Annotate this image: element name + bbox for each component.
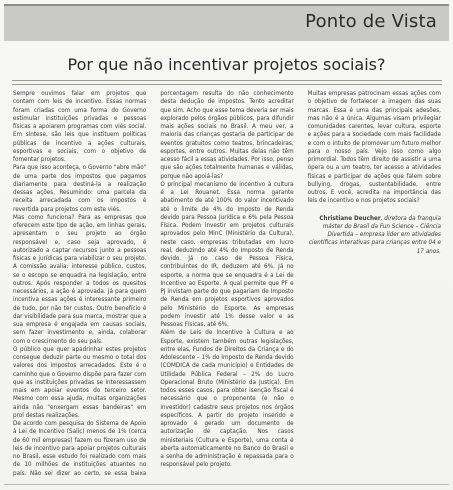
article-paragraph: De acordo com pesquisa do Sistema de Apoio à Lei de Incentivo (Salic) menos de 1% (cerca de 60 mil empresas) fazem ou fizeram uso de leis de incentivo para apoiar projetos culturais no Brasil, esse estudo foi realizado com mais de 10 milhões de instituições atuantes no país. Não sei dizer ao certo, se essa baixa porcentagem resulta do não conhecimento desta dedução de impostos. Tento acreditar que sim. Acho que esse tema deveria ser mais explorado pelos órgãos públicos, para difundir mais ações sociais no Brasil. A meu ver, a maioria das crianças gostaria de participar de eventos gratuitos como teatros, brincadeiras, esportes, entre outros. Muitas delas não têm acesso fácil a essas atividades. Por isso, penso que são ações totalmente humanas e válidas, porque não apoiá-las? — [13, 90, 294, 477]
article-paragraph: O público que quer apadrinhar estes projetos consegue deduzir parte ou mesmo o total dos valores dos impostos arrecadados. Este é o caminho que o Governo dispõe para fazer com que as instituições privadas se interessassem mais em apoiar eventos do terceiro setor. Mesmo com essa ajuda, muitas organizações ainda não "enxergam essas bandeiras" em prol destas realizações. — [13, 345, 147, 419]
headline-rule-bottom — [12, 84, 442, 85]
author-name: Christiane Deucher — [319, 214, 381, 222]
header-top-rule — [4, 4, 449, 6]
article-paragraph: Mas como funciona? Para as empresas que oferecem este tipo de ação, em linhas gerais, apresentam o seu projeto ao órgão responsável e, caso seja aprovado, é autorizado a captar recursos junto a pessoas físicas e jurídicas para viabilizar o seu projeto. A comissão avalia: interesse público, custos, se o escopo se enquadra na legislação, entre outros. Após responder a todos os quesitos necessários, a ação é aprovada. Já para quem incentiva essas ações é interessante primeiro de tudo, por não ter custos. Outro benefício é dar visibilidade para sua marca, mostrar que a sua empresa é engajada em causas sociais, sem fazer investimento e, ainda, colaborar com o crescimento do seu país. — [13, 213, 147, 345]
section-title: Ponto de Vista — [305, 11, 437, 32]
article-paragraph: Muitas empresas patrocinam essas ações com o objetivo de fortalecer a imagem das suas marcas. Essa é uma das principais adesões, mas não é a única. Algumas visam privilegiar comunidades carentes, levar cultura, esporte e ações para a sociedade com mais facilidade e com o intuito de promover um futuro melhor para o nosso país. Vejo isso como algo primordial. Todos têm direito de assistir a uma ópera ou a um teatro, ter acesso a atividades físicas e participar de ações que falem sobre bullying, drogas, sustentabilidade, entre outros. E você, acredita na importância das leis de incentivo e nos projetos sociais? — [307, 90, 441, 205]
headline-rule-top — [12, 80, 442, 81]
author-bio: , diretora da franquia máster do Brasil da Fun Science – Ciência Divertida – empresa líder em atividades científicas interativas para crianças entre 04 e 17 anos. — [308, 214, 441, 255]
article-paragraph: Sempre ouvimos falar em projetos que contam com leis de incentivo. Essas normas foram criadas com uma forma do Governo estimular instituições privadas e pessoas físicas a apoiarem programas com viés social. Em síntese, são leis que instituem políticas públicas de incentivo a ações culturais, esportivas e sociais, com o objetivo de fomentar projetos. — [13, 90, 147, 163]
article-headline: Por que não incentivar projetos sociais? — [67, 55, 386, 74]
page-bottom-rule — [4, 484, 449, 485]
article-paragraph: Além de Leis de Incentivo à Cultura e ao Esporte, existem também outras legislações, entre elas, Fundos de Direitos da Criança e do Adolescente – 1% do Imposto de Renda devido (COMDICA de cada município) e Entidades de Utilidade Pública Federal – 2% do Lucro Operacional Bruto (Ministério da Justiça). Em todos esses casos, para obter isenção fiscal é necessário que o proponente (e não o investidor) cadastre seus projetos nos órgãos específicos. A partir do projeto inserido e aprovado é gerado um documento de autorização de captação. Nos casos ministeriais (Cultura e Esporte), uma conta é aberta automaticamente no Banco do Brasil e a senha de administração é repassada para o responsável pelo projeto. — [160, 329, 294, 469]
article-body — [13, 90, 441, 482]
article-paragraph: O principal mecanismo de incentivo à cultura é a Lei Rouanet. Essa norma garante abatimento de até 100% do valor incentivado até o limite de 4% do Imposto de Renda devido para Pessoa Jurídica e 6% pela Pessoa Física. Podem investir em projetos culturais aprovados pelo MinC (Ministério da Cultura), neste caso, empresas tributadas em lucro real, deduzindo até 4% do Imposto de Renda devido. Já no caso de Pessoa Física, contribuintes do IR, deduzem até 6%. Já no esporte, a norma que se enquadra é a Lei de Incentivo ao Esporte. A qual permite que PF e PJ invistam parte do que pagariam de Imposto de Renda em projetos esportivos aprovados pelo Ministério do Esporte. As empresas podem investir até 1% desse valor e as Pessoas Físicas, até 6%. — [160, 180, 294, 328]
article-paragraph: Para que isso aconteça, o Governo "abre mão" de uma parte dos impostos que pagamos diariamente para destiná-la a realização dessas ações. Resumindo: uma parcela da receita arrecadada com os impostos é revertida para projetos com este viés. — [13, 164, 147, 213]
author-signature — [308, 215, 441, 256]
